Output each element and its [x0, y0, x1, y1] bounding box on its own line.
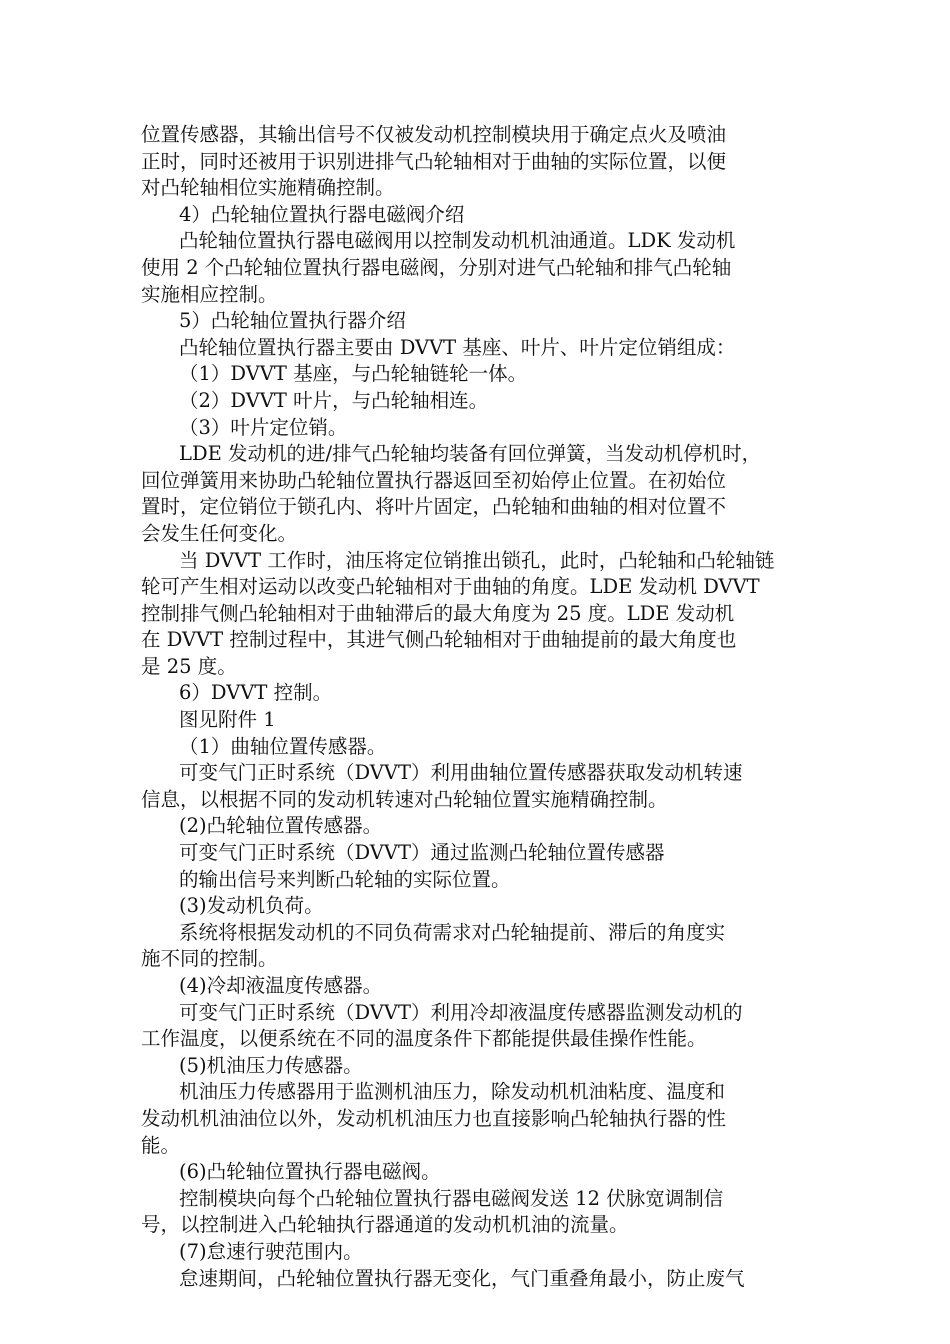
body-text-line: 可变气门正时系统（DVVT）利用冷却液温度传感器监测发动机的	[179, 1000, 743, 1024]
body-text-line: 置时，定位销位于锁孔内、将叶片固定，凸轮轴和曲轴的相对位置不	[141, 495, 727, 519]
body-text-line: 凸轮轴位置执行器主要由 DVVT 基座、叶片、叶片定位销组成：	[179, 335, 736, 359]
body-text-line: 位置传感器，其输出信号不仅被发动机控制模块用于确定点火及喷油	[141, 123, 727, 146]
body-text-line: 信息，以根据不同的发动机转速对凸轮轴位置实施精确控制。	[141, 787, 668, 811]
body-text-line: 当 DVVT 工作时，油压将定位销推出锁孔，此时，凸轮轴和凸轮轴链	[179, 548, 775, 572]
body-text-line: 的输出信号来判断凸轮轴的实际位置。	[179, 867, 511, 891]
list-item: (6)凸轮轴位置执行器电磁阀。	[179, 1160, 441, 1184]
body-text-line: 控制模块向每个凸轮轴位置执行器电磁阀发送 12 伏脉宽调制信	[179, 1186, 724, 1210]
body-text-line: 怠速期间，凸轮轴位置执行器无变化，气门重叠角最小，防止废气	[179, 1266, 745, 1290]
list-item: （2）DVVT 叶片，与凸轮轴相连。	[179, 388, 489, 412]
body-text-line: 施不同的控制。	[141, 947, 278, 971]
body-text-line: 能。	[141, 1133, 181, 1157]
body-text-line: 使用 2 个凸轮轴位置执行器电磁阀，分别对进气凸轮轴和排气凸轮轴	[141, 255, 732, 279]
body-text-line: 系统将根据发动机的不同负荷需求对凸轮轴提前、滞后的角度实	[179, 920, 726, 944]
list-item: (2)凸轮轴位置传感器。	[179, 814, 383, 838]
list-item: （3）叶片定位销。	[179, 415, 348, 439]
list-item: (5)机油压力传感器。	[179, 1053, 363, 1077]
section-heading: 6）DVVT 控制。	[179, 681, 333, 705]
list-item: (3)发动机负荷。	[179, 894, 324, 918]
body-text-line: 会发生任何变化。	[141, 521, 298, 545]
body-text-line: 凸轮轴位置执行器电磁阀用以控制发动机机油通道。LDK 发动机	[179, 229, 736, 253]
section-heading: 5）凸轮轴位置执行器介绍	[179, 309, 406, 333]
document-page	[141, 122, 813, 1292]
body-text-line: 可变气门正时系统（DVVT）利用曲轴位置传感器获取发动机转速	[179, 761, 743, 785]
body-text-line: 正时，同时还被用于识别进排气凸轮轴相对于曲轴的实际位置，以便	[141, 149, 727, 173]
body-text-line: 机油压力传感器用于监测机油压力，除发动机机油粘度、温度和	[179, 1080, 726, 1104]
body-text-line: 回位弹簧用来协助凸轮轴位置执行器返回至初始停止位置。在初始位	[141, 468, 727, 492]
body-text-line: 实施相应控制。	[141, 282, 278, 306]
body-text-line: 号，以控制进入凸轮轴执行器通道的发动机机油的流量。	[141, 1213, 629, 1237]
body-text-line: 是 25 度。	[141, 654, 237, 678]
body-text-line: 可变气门正时系统（DVVT）通过监测凸轮轴位置传感器	[179, 841, 665, 865]
body-text-line: 控制排气侧凸轮轴相对于曲轴滞后的最大角度为 25 度。LDE 发动机	[141, 601, 735, 625]
list-item: （1）DVVT 基座，与凸轮轴链轮一体。	[179, 362, 528, 386]
body-text-line: LDE 发动机的进/排气凸轮轴均装备有回位弹簧，当发动机停机时，	[179, 442, 762, 466]
list-item: （1）曲轴位置传感器。	[179, 734, 387, 758]
section-heading: 4）凸轮轴位置执行器电磁阀介绍	[179, 202, 465, 226]
list-item: (4)冷却液温度传感器。	[179, 974, 383, 997]
body-text-line: 发动机机油油位以外，发动机机油压力也直接影响凸轮轴执行器的性	[141, 1106, 727, 1130]
body-text-line: 对凸轮轴相位实施精确控制。	[141, 176, 395, 200]
figure-reference: 图见附件 1	[179, 708, 276, 732]
body-text-line: 在 DVVT 控制过程中，其进气侧凸轮轴相对于曲轴提前的最大角度也	[141, 628, 737, 652]
body-text-line: 轮可产生相对运动以改变凸轮轴相对于曲轴的角度。LDE 发动机 DVVT	[141, 575, 760, 599]
list-item: (7)怠速行驶范围内。	[179, 1239, 363, 1263]
body-text-line: 工作温度，以便系统在不同的温度条件下都能提供最佳操作性能。	[141, 1027, 707, 1051]
